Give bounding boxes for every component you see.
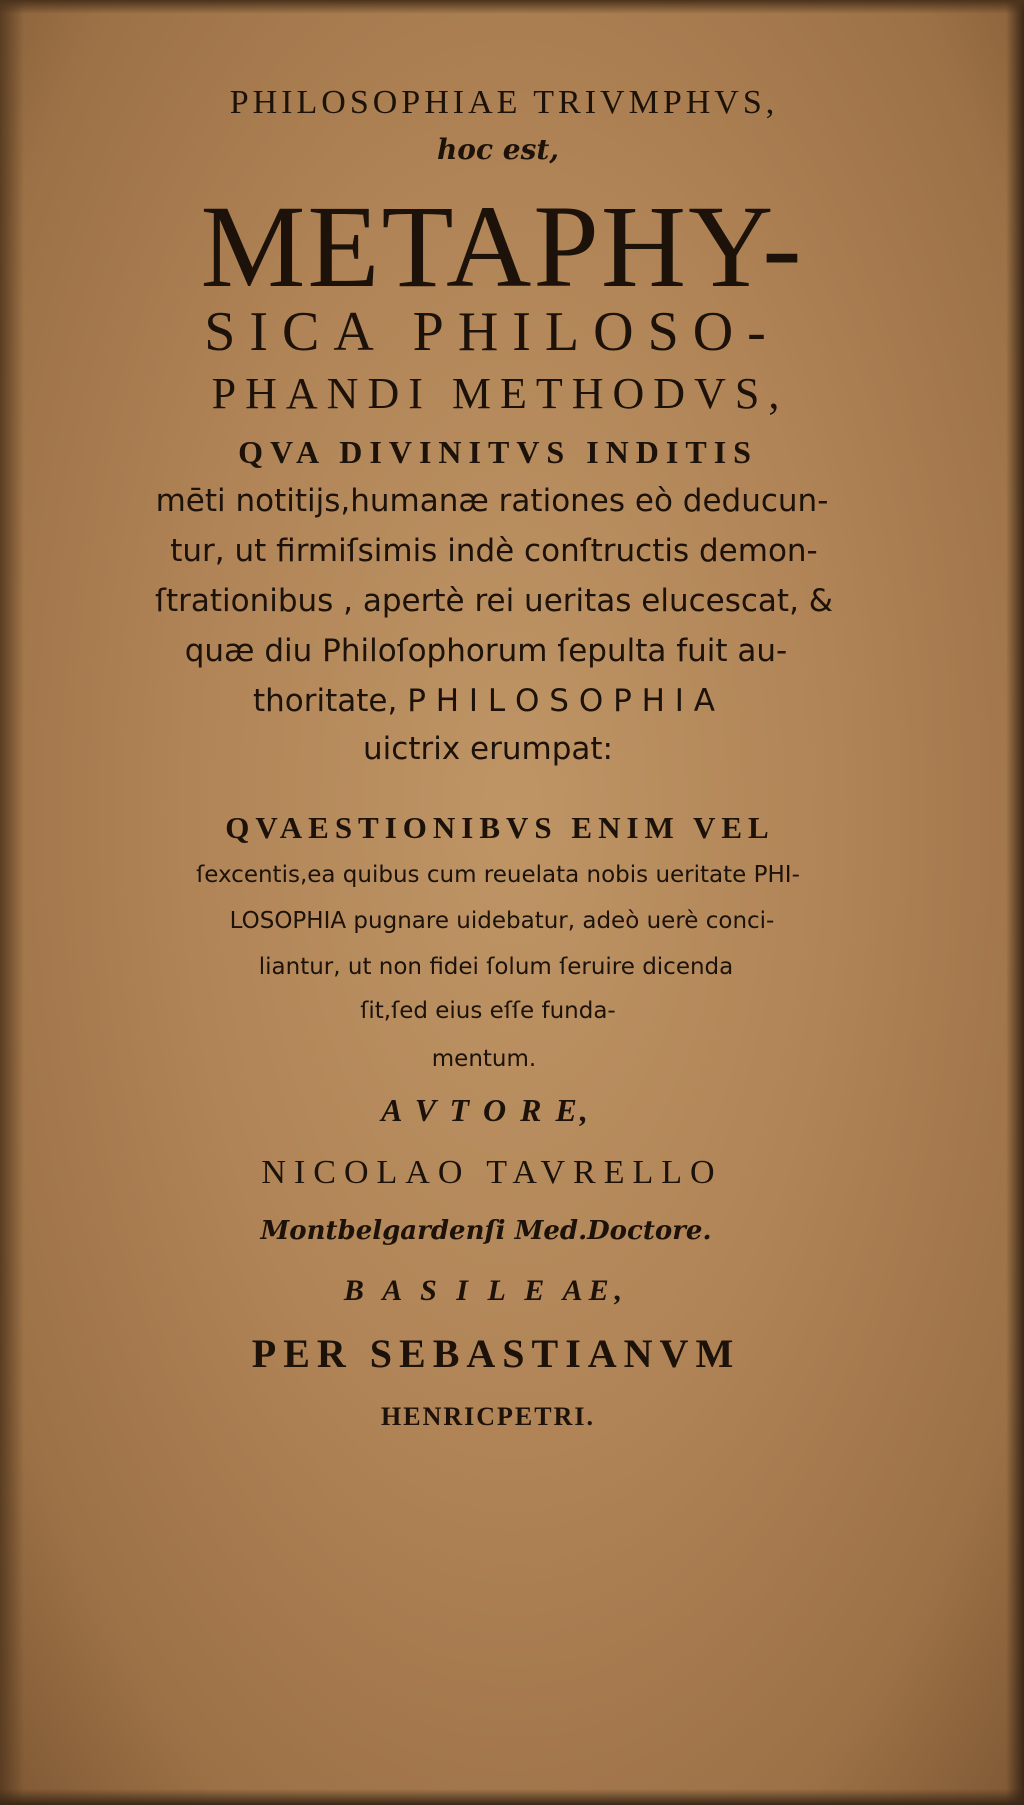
author-name: NICOLAO TAVRELLO	[261, 1154, 723, 1191]
second-block-line: ſit,ſed eius eſſe funda-	[360, 998, 616, 1024]
title-large: METAPHY-	[200, 181, 804, 312]
body-line: mēti notitijs,humanæ rationes eò deducun-	[155, 483, 829, 519]
second-block-line: liantur, ut non fidei ſolum ſeruire dicenda	[258, 954, 734, 980]
title-line-2: SICA PHILOSO-	[204, 301, 780, 363]
second-block-heading: QVAESTIONIBVS ENIM VEL	[225, 810, 775, 845]
author-affiliation: Montbelgardenſi Med.Doctore.	[260, 1216, 712, 1246]
body-line: ſtrationibus , apertè rei ueritas elucescat, &	[155, 583, 833, 619]
place-line: B A S I L E AE,	[343, 1274, 629, 1307]
autore-line: A V T O R E,	[381, 1092, 591, 1128]
page-edge-top	[0, 0, 1024, 14]
body-line: tur, ut firmiſsimis indè conſtructis demon-	[170, 533, 818, 569]
hoc-est-line: hoc est,	[436, 133, 560, 166]
heading-title: PHILOSOPHIAE TRIVMPHVS,	[229, 84, 779, 121]
body-line: uictrix erumpat:	[363, 731, 613, 767]
title-line-3: PHANDI METHODVS,	[211, 369, 789, 418]
second-block-line: mentum.	[431, 1046, 537, 1072]
body-line: quæ diu Philoſophorum ſepulta fuit au-	[184, 633, 788, 669]
second-block-line: ſexcentis,ea quibus cum reuelata nobis ueritate PHI-	[196, 862, 800, 888]
printer-name: HENRICPETRI.	[381, 1402, 595, 1431]
page-edge-bottom	[0, 1789, 1024, 1805]
second-block-line: LOSOPHIA pugnare uidebatur, adeò uerè conci-	[229, 908, 775, 934]
body-line: thoritate, P H I L O S O P H I A	[252, 683, 715, 719]
title-line-4: QVA DIVINITVS INDITIS	[238, 434, 758, 470]
printer-line: PER SEBASTIANVM	[251, 1331, 741, 1376]
